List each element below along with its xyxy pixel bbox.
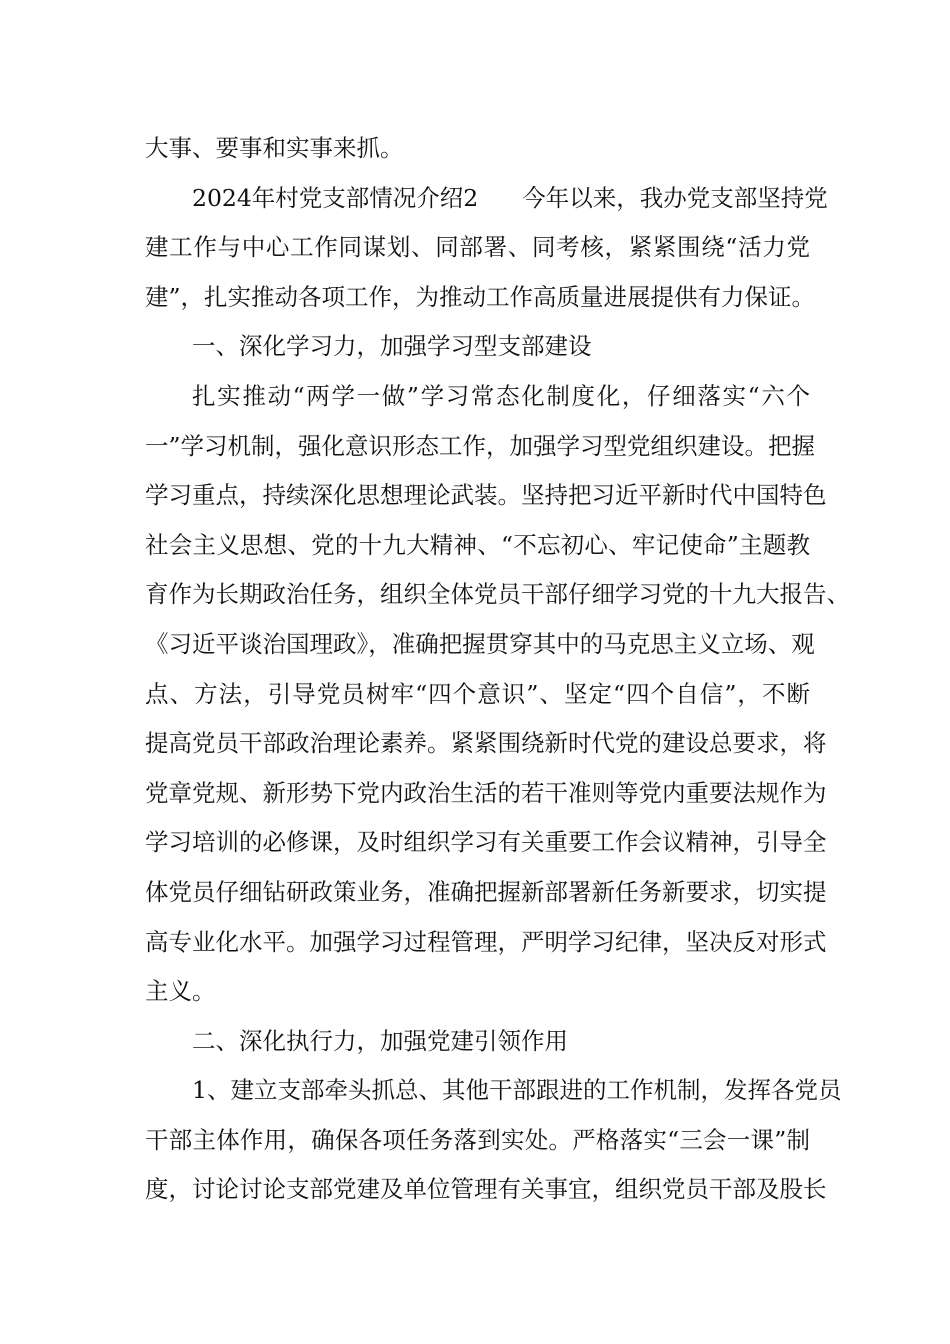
text-line: 扎实推动“两学一做”学习常态化制度化，仔细落实“六个	[192, 381, 810, 410]
text-line: 建”，扎实推动各项工作，为推动工作高质量进展提供有力保证。	[145, 282, 816, 311]
text-line: 社会主义思想、党的十九大精神、“不忘初心、牢记使命”主题教	[145, 530, 810, 559]
text-line	[145, 174, 828, 224]
text-line: 建工作与中心工作同谋划、同部署、同考核，紧紧围绕“活力党	[145, 233, 810, 262]
text-line: 1、建立支部牵头抓总、其他干部跟进的工作机制，发挥各党员	[192, 1076, 842, 1105]
text-line: 学习重点，持续深化思想理论武装。坚持把习近平新时代中国特色	[145, 481, 827, 510]
text-line: 党章党规、新形势下党内政治生活的若干准则等党内重要法规作为	[145, 778, 827, 807]
text-line: 体党员仔细钻研政策业务，准确把握新部署新任务新要求，切实提	[145, 877, 827, 906]
text-line: 高专业化水平。加强学习过程管理，严明学习纪律，坚决反对形式	[145, 927, 827, 956]
text-segment: 今年以来，我办党支部坚持党	[522, 183, 828, 212]
text-line: 育作为长期政治任务，组织全体党员干部仔细学习党的十九大报告、	[145, 580, 850, 609]
text-line: 一、深化学习力，加强学习型支部建设	[192, 332, 592, 361]
text-line: 一”学习机制，强化意识形态工作，加强学习型党组织建设。把握	[145, 431, 816, 460]
text-line: 主义。	[145, 977, 216, 1006]
text-line: 干部主体作用，确保各项任务落到实处。严格落实“三会一课”制	[145, 1125, 810, 1154]
text-segment: 2024年村党支部情况介绍2	[192, 183, 479, 212]
text-line: 点、方法，引导党员树牢“四个意识”、坚定“四个自信”，不断	[145, 679, 810, 708]
document-body	[145, 124, 850, 1215]
text-line: 提高党员干部政治理论素养。紧紧围绕新时代党的建设总要求，将	[145, 729, 827, 758]
text-line: 学习培训的必修课，及时组织学习有关重要工作会议精神，引导全	[145, 828, 827, 857]
text-line: 二、深化执行力，加强党建引领作用	[192, 1026, 568, 1055]
text-line: 《习近平谈治国理政》，准确把握贯穿其中的马克思主义立场、观	[145, 629, 815, 658]
text-line: 度，讨论讨论支部党建及单位管理有关事宜，组织党员干部及股长	[145, 1175, 827, 1204]
text-line: 大事、要事和实事来抓。	[145, 134, 404, 162]
